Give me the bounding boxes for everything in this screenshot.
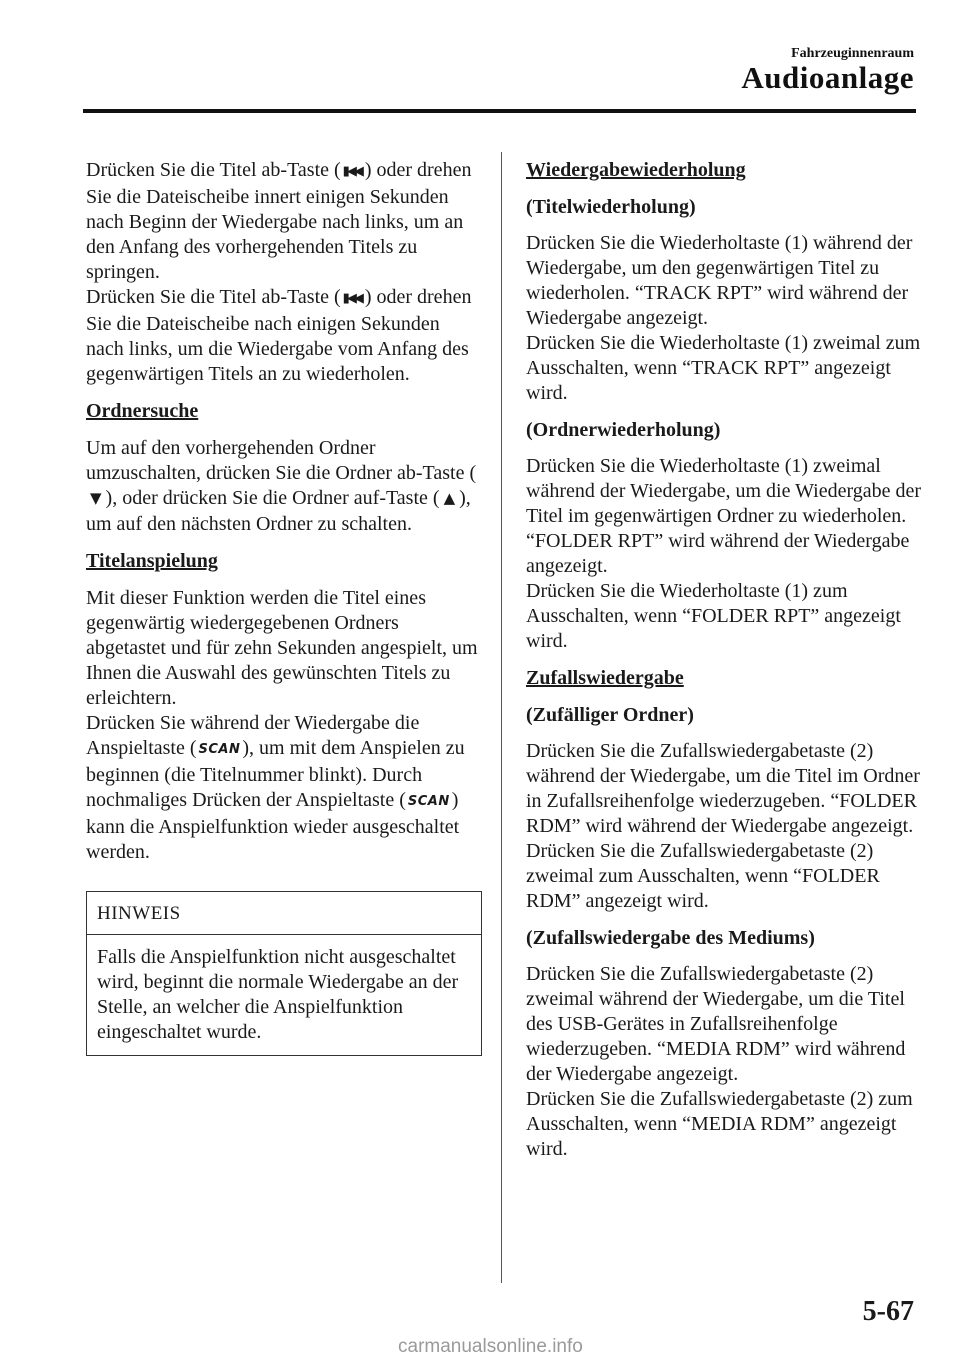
paragraph-zufaelliger-ordner: Drücken Sie die Zufallswiedergabetaste (2) während der Wiedergabe, um die Titel im Ordner in Zufallsreihenfolge wiederzugeben. “FOLDER RDM” wird während der Wiedergabe angezeigt. Drücken Sie die Zufallswiedergabetaste (2) zweimal zum Ausschalten, wenn “FOLDER RDM” angezeigt wird. <box>526 740 920 912</box>
paragraph-ordnersuche: Um auf den vorhergehenden Ordner umzuschalten, drücken Sie die Ordner ab-Taste (▼ ), oder drücken Sie die Ordner auf-Taste ( ▲ ), um auf den nächsten Ordner zu schalten. <box>86 437 477 535</box>
paragraph-titelwiederholung: Drücken Sie die Wiederholtaste (1) während der Wiedergabe, um den gegenwärtigen Titel zu wiederholen. “TRACK RPT” wird während der Wiedergabe angezeigt. Drücken Sie die Wiederholtaste (1) zweimal zum Ausschalten, wenn “TRACK RPT” angezeigt wird. <box>526 232 921 404</box>
note-body: Falls die Anspielfunktion nicht ausgeschaltet wird, beginnt die normale Wiedergabe an der Stelle, an welcher die Anspielfunktion eingeschaltet wurde. <box>97 946 459 1043</box>
page-header-title: Audioanlage <box>741 60 914 95</box>
label-zufallswiedergabe-medium: (Zufallswiedergabe des Mediums) <box>526 927 815 949</box>
header-rule <box>83 109 916 113</box>
paragraph-ordnerwiederholung: Drücken Sie die Wiederholtaste (1) zweimal während der Wiedergabe, um die Wiedergabe der Titel im gegenwärtigen Ordner zu wiederholen. “FOLDER RPT” wird während der Wiedergabe angezeigt. Drücken Sie die Wiederholtaste (1) zum Ausschalten, wenn “FOLDER RPT” angezeigt wird. <box>526 455 922 652</box>
right-column <box>526 158 924 1174</box>
page-header-section: Fahrzeuginnenraum <box>791 46 914 61</box>
note-title: HINWEIS <box>87 892 481 935</box>
section-heading-wiedergabewiederholung: Wiedergabewiederholung <box>526 159 746 181</box>
column-divider <box>501 152 502 1283</box>
label-titelwiederholung: (Titelwiederholung) <box>526 196 696 218</box>
label-zufaelliger-ordner: (Zufälliger Ordner) <box>526 704 694 726</box>
note-box <box>86 891 482 1056</box>
paragraph-track-down: Drücken Sie die Titel ab-Taste ( ▮◀◀ ) oder drehen Sie die Dateischeibe innert einigen Sekunden nach Beginn der Wiedergabe nach links, um an den Anfang des vorhergehenden Titels zu springen. Drücken Sie die Titel ab-Taste ( ▮◀◀ ) oder drehen Sie die Dateischeibe nach einigen Sekunden nach links, um die Wiedergabe vom Anfang des gegenwärtigen Titels an zu wiederholen. <box>86 159 472 385</box>
scan-icon: SCAN <box>198 742 241 757</box>
page-number: 5-67 <box>862 1296 914 1327</box>
section-heading-zufallswiedergabe: Zufallswiedergabe <box>526 667 684 689</box>
track-down-icon: ▮◀◀ <box>342 164 361 179</box>
paragraph-titelanspielung: Mit dieser Funktion werden die Titel eines gegenwärtig wiedergegebenen Ordners abgetastet und für zehn Sekunden angespielt, um Ihnen die Auswahl des gewünschten Titels zu erleichtern. Drücken Sie während der Wiedergabe die Anspieltaste ( SCAN ), um mit dem Anspielen zu beginnen (die Titelnummer blinkt). Durch nochmaliges Drücken der Anspieltaste ( SCAN ) kann die Anspielfunktion wieder ausgeschaltet werden. <box>86 587 478 863</box>
track-down-icon: ▮◀◀ <box>342 291 361 306</box>
section-heading-titelanspielung: Titelanspielung <box>86 550 218 572</box>
paragraph-zufallswiedergabe-medium: Drücken Sie die Zufallswiedergabetaste (2) zweimal während der Wiedergabe, um die Titel des USB-Gerätes in Zufallsreihenfolge wiederzugeben. “MEDIA RDM” wird während der Wiedergabe angezeigt. Drücken Sie die Zufallswiedergabetaste (2) zum Ausschalten, wenn “MEDIA RDM” angezeigt wird. <box>526 963 913 1160</box>
triangle-down-icon: ▼ <box>90 489 102 507</box>
left-column <box>86 158 482 1056</box>
triangle-up-icon: ▲ <box>443 489 456 507</box>
watermark: carmanualsonline.info <box>398 1336 583 1357</box>
section-heading-ordnersuche: Ordnersuche <box>86 400 199 422</box>
scan-icon: SCAN <box>407 794 450 809</box>
label-ordnerwiederholung: (Ordnerwiederholung) <box>526 419 721 441</box>
